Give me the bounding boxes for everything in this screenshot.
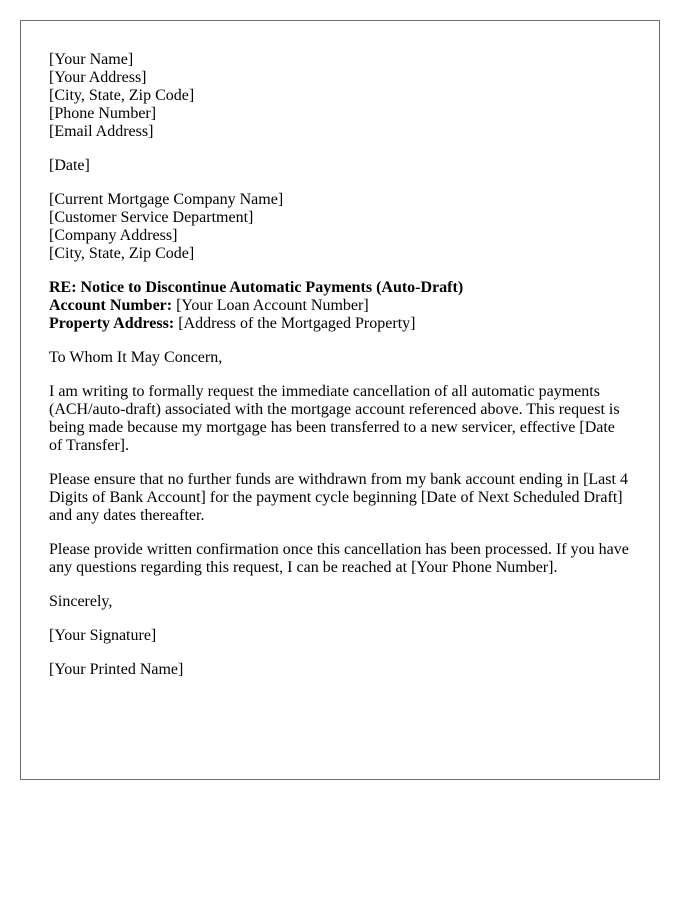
letter-date: [Date]	[49, 157, 90, 174]
date-block	[49, 157, 631, 175]
property-address-value: [Address of the Mortgaged Property]	[174, 315, 416, 332]
closing: Sincerely,	[49, 593, 113, 610]
recipient-company: [Current Mortgage Company Name]	[49, 191, 284, 208]
subject-block	[49, 279, 631, 333]
printed-name: [Your Printed Name]	[49, 661, 184, 678]
signature: [Your Signature]	[49, 627, 157, 644]
sender-address: [Your Address]	[49, 69, 147, 86]
recipient-block	[49, 191, 631, 263]
sender-phone: [Phone Number]	[49, 105, 157, 122]
salutation: To Whom It May Concern,	[49, 349, 223, 366]
sender-city-state-zip: [City, State, Zip Code]	[49, 87, 195, 104]
letter-page	[20, 20, 660, 780]
account-number-value: [Your Loan Account Number]	[172, 297, 369, 314]
property-address-line	[49, 315, 631, 333]
property-address-label: Property Address:	[49, 315, 175, 332]
sender-name: [Your Name]	[49, 51, 134, 68]
recipient-address: [Company Address]	[49, 227, 178, 244]
body-paragraph-funds: Please ensure that no further funds are withdrawn from my bank account ending in [Last 4 Digits of Bank Account] for the payment cycle beginning [Date of Next Scheduled Draft] and any dates thereafter.	[49, 471, 628, 524]
subject-re-line: RE: Notice to Discontinue Automatic Payments (Auto-Draft)	[49, 279, 464, 296]
account-number-line	[49, 297, 631, 315]
body-paragraph-confirmation: Please provide written confirmation once this cancellation has been processed. If you have any questions regarding this request, I can be reached at [Your Phone Number].	[49, 541, 629, 576]
recipient-department: [Customer Service Department]	[49, 209, 254, 226]
recipient-city-state-zip: [City, State, Zip Code]	[49, 245, 195, 262]
sender-block	[49, 51, 631, 141]
sender-email: [Email Address]	[49, 123, 154, 140]
body-paragraph-request: I am writing to formally request the immediate cancellation of all automatic payments (ACH/auto-draft) associated with the mortgage account referenced above. This request is being made because my mortgage has been transferred to a new servicer, effective [Date of Transfer].	[49, 383, 620, 454]
account-number-label: Account Number:	[49, 297, 173, 314]
